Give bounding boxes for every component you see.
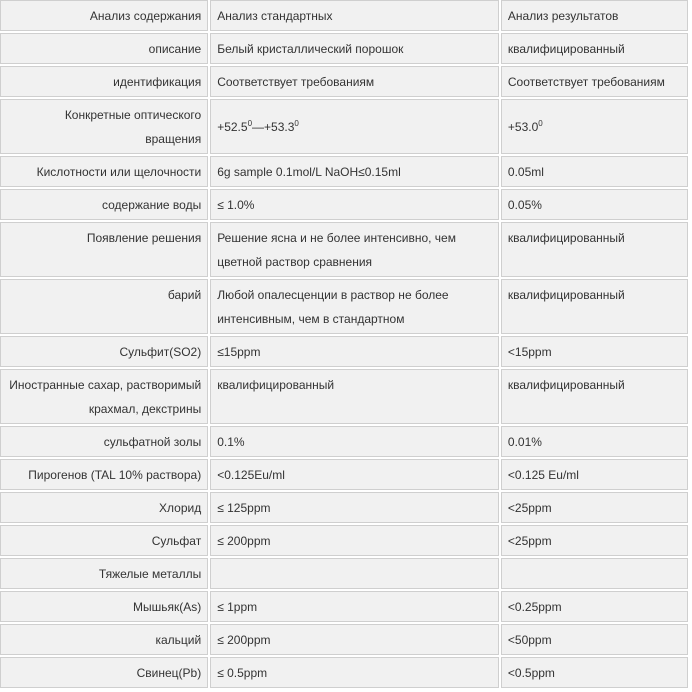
table-row [0, 492, 688, 523]
header-analysis-results: Анализ результатов [501, 0, 688, 31]
row-parameter: Сульфит(SO2) [0, 336, 208, 367]
row-parameter: Сульфат [0, 525, 208, 556]
table-row [0, 336, 688, 367]
table-row [0, 33, 688, 64]
row-result: <0.25ppm [501, 591, 688, 622]
degree-sup: 0 [538, 119, 543, 128]
table-row [0, 426, 688, 457]
row-parameter: Появление решения [0, 222, 208, 277]
row-parameter: содержание воды [0, 189, 208, 220]
row-standard: ≤ 125ppm [210, 492, 499, 523]
degree-sup: 0 [247, 119, 253, 128]
row-standard: Белый кристаллический порошок [210, 33, 499, 64]
table-row [0, 156, 688, 187]
row-standard: Любой опалесценции в раствор не более интенсивным, чем в стандартном [210, 279, 499, 334]
row-result: <25ppm [501, 525, 688, 556]
row-standard: ≤ 1ppm [210, 591, 499, 622]
row-standard [210, 99, 499, 154]
table-row [0, 624, 688, 655]
row-standard: ≤ 0.5ppm [210, 657, 499, 688]
row-standard: ≤ 1.0% [210, 189, 499, 220]
table-row [0, 66, 688, 97]
row-standard: ≤ 200ppm [210, 525, 499, 556]
row-parameter: Конкретные оптического вращения [0, 99, 208, 154]
section-heavy-metals: Тяжелые металлы [0, 558, 208, 589]
row-result: Соответствует требованиям [501, 66, 688, 97]
row-parameter: Свинец(Pb) [0, 657, 208, 688]
table-row [0, 459, 688, 490]
row-parameter: идентификация [0, 66, 208, 97]
table-row [0, 657, 688, 688]
row-parameter: Кислотности или щелочности [0, 156, 208, 187]
header-analysis-content: Анализ содержания [0, 0, 208, 31]
row-result: <15ppm [501, 336, 688, 367]
row-standard: 0.1% [210, 426, 499, 457]
row-result: <50ppm [501, 624, 688, 655]
row-standard: 6g sample 0.1mol/L NaOH≤0.15ml [210, 156, 499, 187]
table-row [0, 189, 688, 220]
table-row [0, 525, 688, 556]
row-parameter: описание [0, 33, 208, 64]
row-result: 0.05ml [501, 156, 688, 187]
result-value: +53.0 [507, 120, 539, 134]
row-parameter: Мышьяк(As) [0, 591, 208, 622]
table-row [0, 222, 688, 277]
row-result: квалифицированный [501, 369, 688, 424]
row-standard: Решение ясна и не более интенсивно, чем цветной раствор сравнения [210, 222, 499, 277]
row-parameter: Пирогенов (TAL 10% раствора) [0, 459, 208, 490]
row-result: квалифицированный [501, 279, 688, 334]
degree-sup: 0 [294, 119, 299, 128]
row-result: 0.05% [501, 189, 688, 220]
row-result: <25ppm [501, 492, 688, 523]
table-row-section [0, 558, 688, 589]
row-parameter: кальций [0, 624, 208, 655]
row-parameter: барий [0, 279, 208, 334]
row-result: <0.5ppm [501, 657, 688, 688]
row-result: квалифицированный [501, 33, 688, 64]
row-result [501, 558, 688, 589]
row-result [501, 99, 688, 154]
row-result: 0.01% [501, 426, 688, 457]
standard-high-value: —+53.3 [252, 120, 295, 134]
table-row [0, 279, 688, 334]
row-parameter: сульфатной золы [0, 426, 208, 457]
standard-low-value: +52.5 [217, 120, 248, 134]
row-result: <0.125 Eu/ml [501, 459, 688, 490]
table-row [0, 591, 688, 622]
row-standard: ≤15ppm [210, 336, 499, 367]
row-result: квалифицированный [501, 222, 688, 277]
row-parameter: Иностранные сахар, растворимый крахмал, декстрины [0, 369, 208, 424]
table-row [0, 99, 688, 154]
row-standard: Соответствует требованиям [210, 66, 499, 97]
table-header-row [0, 0, 688, 31]
table-row [0, 369, 688, 424]
row-standard: ≤ 200ppm [210, 624, 499, 655]
row-standard [210, 558, 499, 589]
header-analysis-standard: Анализ стандартных [210, 0, 499, 31]
row-standard: <0.125Eu/ml [210, 459, 499, 490]
row-standard: квалифицированный [210, 369, 499, 424]
row-parameter: Хлорид [0, 492, 208, 523]
